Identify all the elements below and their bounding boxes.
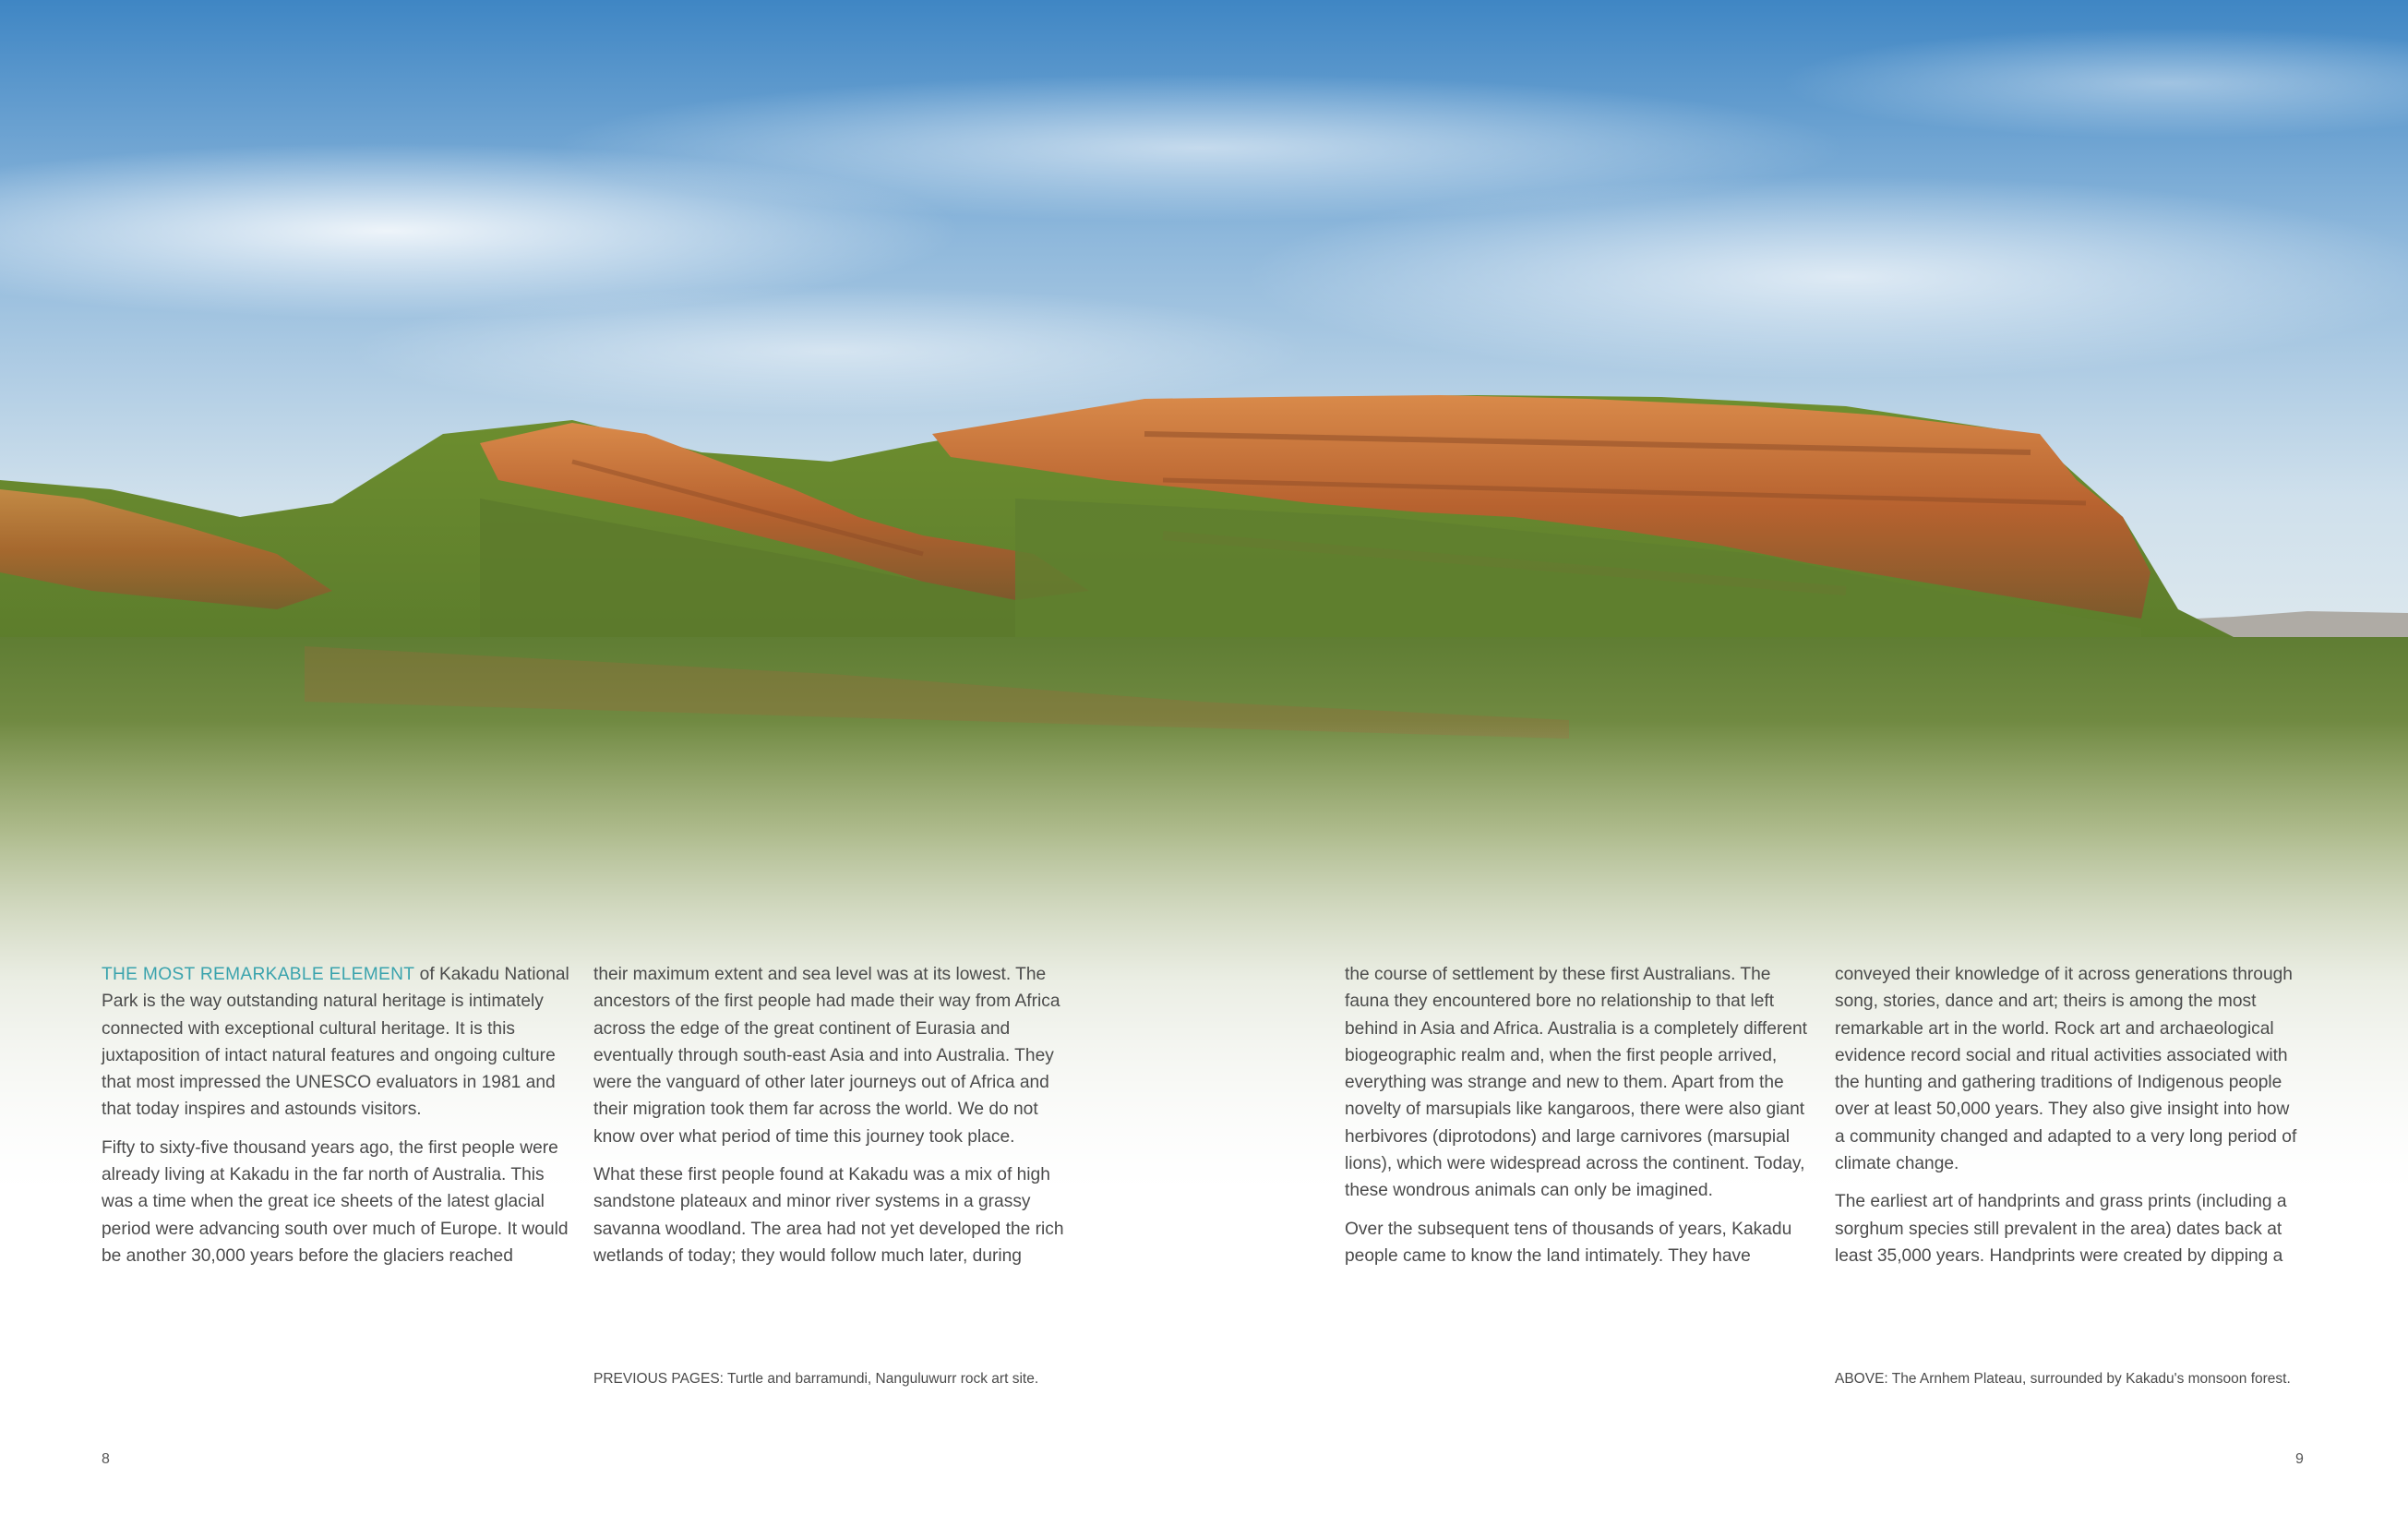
paragraph-migration: their maximum extent and sea level was at its lowest. The ancestors of the first people had made their way from Africa across the edge of the great continent of Eurasia and eventually through south-east Asia and into Australia. They were the vanguard of other later journeys out of Africa and their migration took them far across the world. We do not know over what period of time this journey took place. xyxy=(593,965,1060,1147)
paragraph-art-tradition: conveyed their knowledge of it across generations through song, stories, dance and art; theirs is among the most remarkable art in the world. Rock art and archaeological evidence record social and ritual activities associated with the hunting and gathering traditions of Indigenous people over at least 50,000 years. They also give insight into how a community changed and adapted to a very long period of climate change. xyxy=(1835,965,2297,1174)
text-column-1 xyxy=(102,961,574,1281)
text-column-4 xyxy=(1835,961,2301,1281)
paragraph-handprints: The earliest art of handprints and grass prints (including a sorghum species still prevalent in the area) dates back at least 35,000 years. Handprints were created by dipping a xyxy=(1835,1192,2287,1266)
paragraph-first-people: Fifty to sixty-five thousand years ago, the first people were already living at Kakadu in the far north of Australia. This was a time when the great ice sheets of the latest glacial period were advancing south over much of Europe. It would be another 30,000 years before the glaciers reached xyxy=(102,1137,569,1266)
text-column-3 xyxy=(1345,961,1811,1281)
intro-paragraph-text: of Kakadu National Park is the way outstanding natural heritage is intimately connected with exceptional cultural heritage. It is this juxtaposition of intact natural features and ongoing culture that most impressed the UNESCO evaluators in 1981 and that today inspires and astounds visitors. xyxy=(102,965,569,1120)
lead-in-small-caps: THE MOST REMARKABLE ELEMENT xyxy=(102,965,415,984)
text-column-2 xyxy=(593,961,1066,1281)
intro-paragraph xyxy=(102,961,574,1124)
page-number-right: 9 xyxy=(2295,1451,2304,1467)
caption-above: ABOVE: The Arnhem Plateau, surrounded by Kakadu's monsoon forest. xyxy=(1835,1371,2291,1387)
page-number-left: 8 xyxy=(102,1451,110,1467)
paragraph-landscape: What these first people found at Kakadu was a mix of high sandstone plateaux and minor river systems in a grassy savanna woodland. The area had not yet developed the rich wetlands of today; they would follow much later, during xyxy=(593,1165,1064,1266)
paragraph-knowledge: Over the subsequent tens of thousands of years, Kakadu people came to know the land intimately. They have xyxy=(1345,1219,1792,1266)
caption-previous-pages: PREVIOUS PAGES: Turtle and barramundi, Nanguluwurr rock art site. xyxy=(593,1371,1039,1387)
paragraph-fauna: the course of settlement by these first Australians. The fauna they encountered bore no relationship to that left behind in Asia and Africa. Australia is a completely different biogeographic realm and, when the first people arrived, everything was strange and new to them. Apart from the novelty of marsupials like kangaroos, there were also giant herbivores (diprotodons) and large carnivores (marsupial lions), which were widespread across the continent. Today, these wondrous animals can only be imagined. xyxy=(1345,965,1807,1201)
